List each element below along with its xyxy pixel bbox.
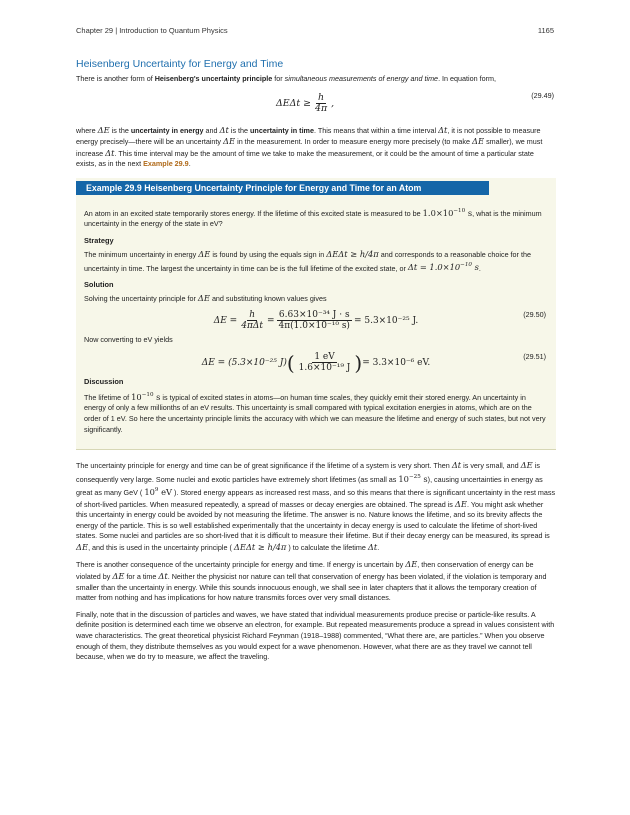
strategy-text (84, 249, 548, 274)
where-text: where (76, 125, 96, 135)
para-text: , and this is used in the uncertainty principle ( (88, 542, 232, 552)
para-text: . You might ask whether this uncertainty in energy could be avoided by not measuring the lifetime. The answer is no. Nature knows the lifetime, and so its brevity affects the energy of the particle. This is so well established experimentally that the uncertainty in decay energy is used to calculate the lifetime of short-lived states. Some nuclei and particles are so short-lived that it is difficult to measure their lifetime. But if their decay energy can be measured, its spread is (76, 499, 550, 541)
para-text: The uncertainty principle for energy and time can be of great significance if the lifetime of a system is very short. Then (76, 461, 450, 471)
lifetime-exponent: −10 (141, 392, 154, 399)
lifetime-mantissa: 1.0×10 (422, 207, 454, 218)
intro-text-a: There is another form of (76, 74, 155, 83)
delta-t-value (408, 262, 479, 272)
fraction-substituted (277, 310, 352, 331)
intro-text-c: . In equation form, (438, 74, 496, 83)
lifetime-exponent: −10 (453, 207, 466, 214)
delta-t-mantissa: Δt = 1.0×10 (407, 262, 461, 273)
fraction-denominator: 4πΔt (241, 321, 263, 332)
term-uncertainty-energy: uncertainty in energy (130, 125, 204, 135)
paragraph-short-lifetimes (76, 460, 556, 553)
inline-uncertainty-equation: ΔEΔt ≥ h/4π (326, 248, 379, 259)
eq-lhs: ΔE = (213, 315, 238, 326)
eq-result: = 3.3×10⁻⁶ eV. (362, 357, 431, 368)
delta-t-symbol: Δt (219, 124, 229, 135)
delta-t-symbol: Δt (158, 571, 168, 582)
delta-t-unit: s (474, 262, 479, 273)
main-content (76, 58, 556, 669)
equation-body (84, 310, 548, 331)
where-text: is the (111, 125, 129, 135)
para-text: is consequently very large. Some nuclei and exotic particles have extremely short lifetimes (as small as (76, 461, 540, 484)
gev-unit: eV (161, 486, 172, 497)
fraction-h-over-4pi-dt (239, 310, 265, 331)
delta-e-symbol: ΔE (405, 559, 418, 570)
delta-t-symbol: Δt (367, 541, 378, 552)
example-link[interactable]: Example 29.9 (143, 159, 189, 169)
where-text: is the (230, 125, 249, 135)
eq-lhs: ΔE = (5.3×10⁻²⁵ J) (201, 357, 287, 368)
intro-italic: simultaneous measurements of energy and time (284, 74, 439, 83)
para-text: There is another consequence of the uncertainty principle for energy and time. If energy is uncertain by (76, 560, 404, 570)
para-text: , then conservation of energy can be violated by (76, 560, 534, 582)
equation-body (276, 93, 334, 114)
fraction-numerator: h (249, 310, 255, 321)
where-text: . This time interval may be the amount of time we take to make the measurement, or it could be the amount of time a particular state exists, as in the next (76, 148, 534, 169)
where-text: . This means that within a time interval (313, 125, 437, 135)
chapter-title: Chapter 29 | Introduction to Quantum Physics (76, 26, 228, 35)
where-text: and (205, 125, 218, 135)
delta-e-symbol: ΔE (76, 541, 89, 552)
example-box (76, 178, 556, 450)
example-problem (84, 206, 548, 230)
para-text: . (377, 542, 380, 552)
lifetime-unit: s (156, 391, 161, 402)
solution-text-b: and substituting known values gives (211, 293, 327, 303)
intro-paragraph (76, 74, 556, 85)
where-text: in the measurement. In order to measure energy more precisely (to make (237, 137, 470, 147)
equation-number: (29.50) (523, 310, 546, 320)
solution-text-a: Solving the uncertainty principle for (84, 293, 196, 303)
where-text: , it is not possible to measure energy precisely—there will be an uncertainty (76, 125, 541, 147)
intro-bold-term: Heisenberg's uncertainty principle (154, 74, 273, 83)
left-paren: ( (286, 350, 295, 375)
lifetime-mantissa: 10 (131, 391, 142, 402)
fraction-numerator: 1 eV (314, 352, 335, 363)
term-uncertainty-time: uncertainty in time (250, 125, 314, 135)
example-title: Example 29.9 Heisenberg Uncertainty Principle for Energy and Time for an Atom (76, 181, 489, 195)
lifetime-exponent: −25 (408, 473, 421, 480)
solution-text (84, 293, 548, 305)
gev-exponent: 9 (154, 487, 159, 494)
section-title: Heisenberg Uncertainty for Energy and Time (76, 58, 284, 70)
where-text: . (188, 159, 191, 169)
discussion-text-b: is typical of excited states in atoms—on human time scales, they quickly emit their stored energy. An uncertainty in energy of only a few millionths of an eV results. This uncertainty is small compared with typical excitation energies in atoms, which are on the order of 1 eV. So here the uncertainty principle limits the accuracy with which we can measure the lifetime and energy of such states, but not very significantly. (84, 392, 546, 434)
para-text: . Neither the physicist nor nature can tell that conservation of energy has been violated, if the violation is temporary and smaller than the uncertainty in energy. While this sounds innocuous enough, we shall see in later chapters that it allows the temporary creation of matter from nothing and has implications for how nature transmits forces over very small distances. (76, 572, 547, 603)
equation-29-50 (84, 310, 548, 331)
fraction-numerator: 6.63×10⁻³⁴ J · s (278, 310, 350, 321)
delta-t-symbol: Δt (451, 460, 462, 471)
lifetime-value (423, 208, 472, 218)
fraction-numerator: h (318, 91, 325, 103)
running-header (76, 26, 554, 35)
intro-text-b: for (272, 74, 285, 83)
equation-number: (29.51) (523, 352, 546, 362)
lifetime-mantissa: 10 (398, 473, 409, 484)
delta-e-symbol: ΔE (472, 136, 485, 147)
discussion-text-a: The lifetime of (84, 392, 130, 402)
delta-e-symbol: ΔE (197, 292, 210, 303)
para-text: for a time (126, 572, 157, 582)
equation-29-51 (84, 352, 548, 373)
gev-value (144, 487, 172, 497)
delta-e-symbol: ΔE (454, 498, 467, 509)
para-text: is very small, and (463, 461, 519, 471)
delta-e-symbol: ΔE (520, 460, 533, 471)
right-paren: ) (354, 350, 363, 375)
solution-heading: Solution (84, 279, 114, 289)
delta-t-symbol: Δt (438, 124, 448, 135)
equation-29-49 (76, 91, 556, 121)
fraction-denominator: 1.6×10⁻¹⁹ J (298, 363, 351, 374)
lifetime-unit: s (423, 473, 428, 484)
strategy-text-c: and corresponds to a reasonable choice for the uncertainty in time. The largest the uncertainty in time can be is the full lifetime of the excited state, or (84, 249, 531, 273)
eq-result: = 5.3×10⁻²⁵ J. (353, 315, 419, 326)
discussion-heading: Discussion (84, 377, 124, 387)
para-text: ), causing uncertainties in energy as great as many GeV ( (76, 474, 543, 497)
delta-e-symbol: ΔE (198, 248, 211, 259)
strategy-text-b: is found by using the equals sign in (212, 249, 325, 259)
discussion-text (84, 390, 548, 435)
fraction-conversion (297, 352, 353, 373)
problem-text: An atom in an excited state temporarily stores energy. If the lifetime of this excited state is measured to be (84, 208, 421, 218)
inline-uncertainty-equation: ΔEΔt ≥ h/4π (233, 541, 287, 552)
page-number: 1165 (537, 26, 554, 35)
problem-text: , what is the minimum uncertainty in the energy of the state in eV? (84, 208, 542, 229)
fraction-denominator: 4π(1.0×10⁻¹⁰ s) (278, 321, 350, 332)
example-body (76, 196, 556, 449)
paragraph-conservation (76, 559, 556, 603)
para-text: ) to calculate the lifetime (288, 542, 366, 552)
strategy-heading: Strategy (84, 235, 114, 245)
equation-number: (29.49) (531, 90, 554, 100)
delta-e-symbol: ΔE (97, 124, 110, 135)
paragraph-particles-waves: Finally, note that in the discussion of particles and waves, we have stated that individual measurements produce precise or particle-like results. A definite position is determined each time we observe an electron, for example. But repeated measurements produce a spread in values consistent with wave characteristics. The great theoretical physicist Richard Feynman (1918–1988) commented, “What there are, are particles.” When you observe enough of them, they distribute themselves as you would expect for a wave phenomenon. However, what there are as they travel we cannot tell because, when we do try to measure, we affect the traveling. (76, 609, 555, 662)
para-text: ). Stored energy appears as increased rest mass, and so this means that there is significant uncertainty in the rest mass of short-lived particles. When measured repeatedly, a spread of masses or decay energies are obtained. The spread is (76, 487, 556, 509)
lifetime-typical (131, 392, 160, 402)
eq-lhs: ΔEΔt ≥ (276, 97, 311, 109)
where-paragraph (76, 125, 556, 170)
strategy-text-a: The minimum uncertainty in energy (84, 249, 197, 259)
delta-e-symbol: ΔE (223, 136, 236, 147)
equation-body (84, 352, 548, 373)
fraction-h-over-4pi (313, 93, 329, 114)
conversion-text: Now converting to eV yields (84, 335, 173, 345)
eq-comma: , (331, 97, 335, 109)
delta-t-symbol: Δt (105, 147, 115, 158)
delta-t-exponent: −10 (460, 262, 472, 269)
where-text: smaller), we must increase (76, 137, 543, 158)
gev-mantissa: 10 (144, 486, 155, 497)
short-lifetime-value (398, 474, 427, 484)
fraction-denominator: 4π (315, 102, 328, 114)
delta-e-symbol: ΔE (112, 571, 125, 582)
strategy-period: . (478, 263, 481, 273)
eq-equals: = (266, 315, 275, 326)
lifetime-unit: s (467, 207, 473, 218)
